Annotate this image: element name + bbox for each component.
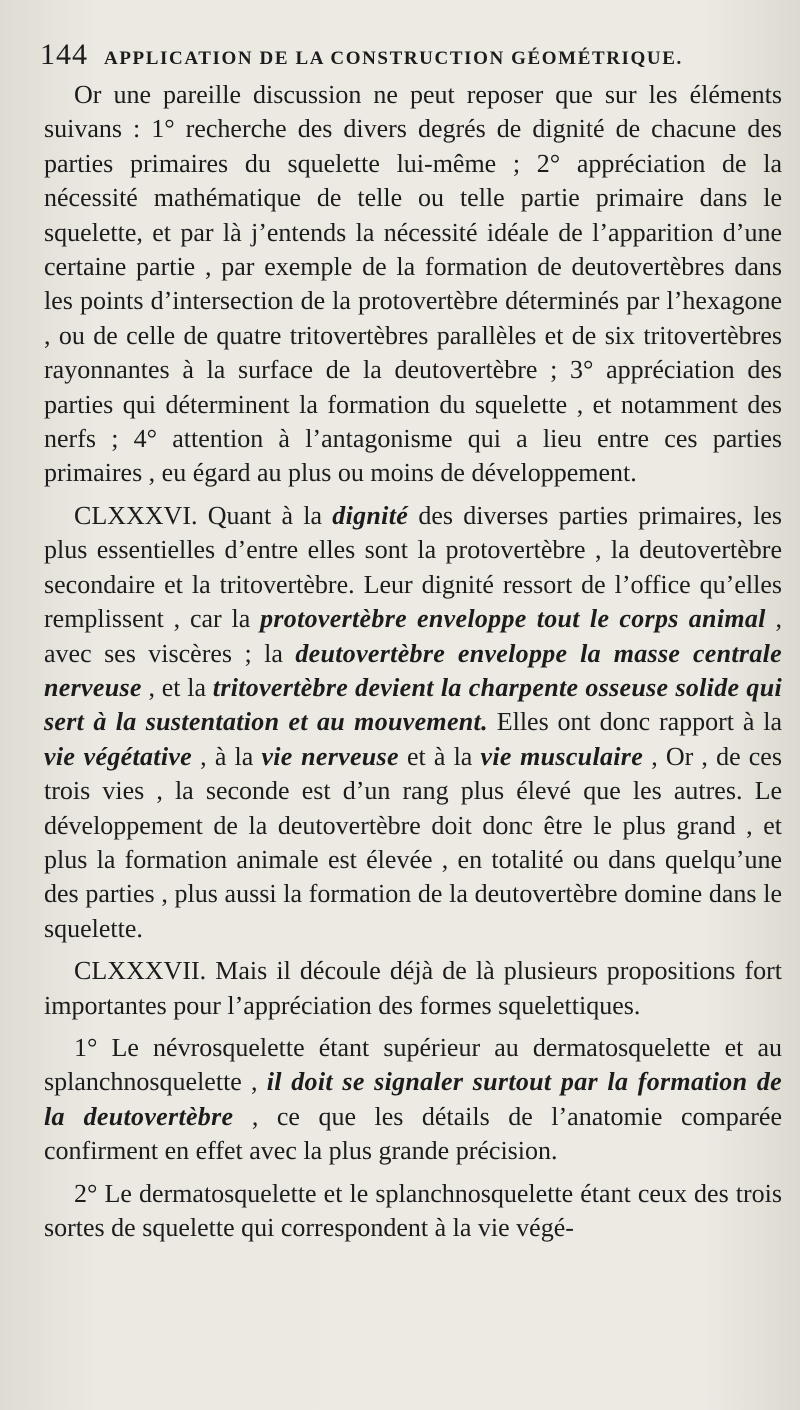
text-run: et à la — [398, 741, 481, 771]
text-run: , à la — [192, 741, 262, 771]
italic-phrase: vie nerveuse — [261, 741, 399, 771]
text-run: CLXXXVII. Mais il découle déjà de là plusieurs propositions fort importantes pour l’appréciation des formes squelettiques. — [44, 956, 782, 1020]
paragraph-p1 — [44, 78, 782, 491]
text-run: , ce que les détails de l’anatomie comparée confirment en effet avec la plus grande précision. — [44, 1101, 782, 1166]
italic-phrase: deutovertèbre enveloppe la masse centrale nerveuse — [44, 638, 783, 702]
text-run: , avec ses viscères ; la — [44, 604, 783, 668]
text-run: , Or , de ces trois vies , la seconde est d’un rang plus élevé que les autres. Le développement de la deutovertèbre doit donc être le plus grand , et plus la formation animale est élevée , en totalité ou dans quelqu’une des parties , plus aussi la formation de la deutovertèbre domine dans le squelette. — [44, 741, 782, 943]
text-run: des diverses parties primaires, les plus essentielles d’entre elles sont la protovertèbre , la deutovertèbre secondaire et la tritovertèbre. Leur dignité ressort de l’office qu’elles remplissent , car la — [44, 500, 782, 634]
text-run: 2° Le dermatosquelette et le splanchnosquelette étant ceux des trois sortes de squelette qui correspondent à la vie végé- — [44, 1178, 782, 1242]
running-title: APPLICATION DE LA CONSTRUCTION GÉOMÉTRIQUE. — [104, 48, 683, 69]
italic-phrase: tritovertèbre devient la charpente osseuse solide qui sert à la sustentation et au mouvement. — [44, 672, 782, 737]
italic-phrase: vie musculaire — [480, 741, 644, 771]
text-run: Elles ont donc rapport à la — [487, 707, 782, 737]
page-number: 144 — [40, 38, 88, 71]
italic-phrase: vie végétative — [44, 741, 193, 771]
paragraph-clxxxvi — [44, 499, 782, 946]
text-run: , et la — [141, 672, 213, 702]
text-run: 1° Le névrosquelette étant supérieur au dermatosquelette et au splanchnosquelette , — [44, 1032, 782, 1097]
paragraph-point-2 — [44, 1177, 782, 1246]
italic-phrase: dignité — [332, 500, 409, 530]
italic-phrase: il doit se signaler surtout par la formation de la deutovertèbre — [44, 1067, 782, 1131]
paragraph-clxxxvii — [44, 954, 782, 1023]
text-run: CLXXXVI. Quant à la — [74, 500, 333, 530]
page-header — [40, 38, 780, 78]
body-text — [44, 78, 782, 1245]
text-run: Or une pareille discussion ne peut reposer que sur les éléments suivans : 1° recherche des divers degrés de dignité de chacune des parties primaires du squelette lui-même ; 2° appréciation de la nécessité mathématique de telle ou telle partie primaire dans le squelette, et par là j’entends la nécessité idéale de l’apparition d’une certaine partie , par exemple de la formation de deutovertèbres dans les points d’intersection de la protovertèbre déterminés par l’hexagone , ou de celle de quatre tritovertèbres parallèles et de six tritovertèbres rayonnantes à la surface de la deutovertèbre ; 3° appréciation des parties qui déterminent la formation du squelette , et notamment des nerfs ; 4° attention à l’antagonisme qui a lieu entre ces parties primaires , eu égard au plus ou moins de développement. — [44, 80, 782, 488]
italic-phrase: protovertèbre enveloppe tout le corps animal — [260, 604, 766, 634]
paragraph-point-1 — [44, 1031, 782, 1169]
